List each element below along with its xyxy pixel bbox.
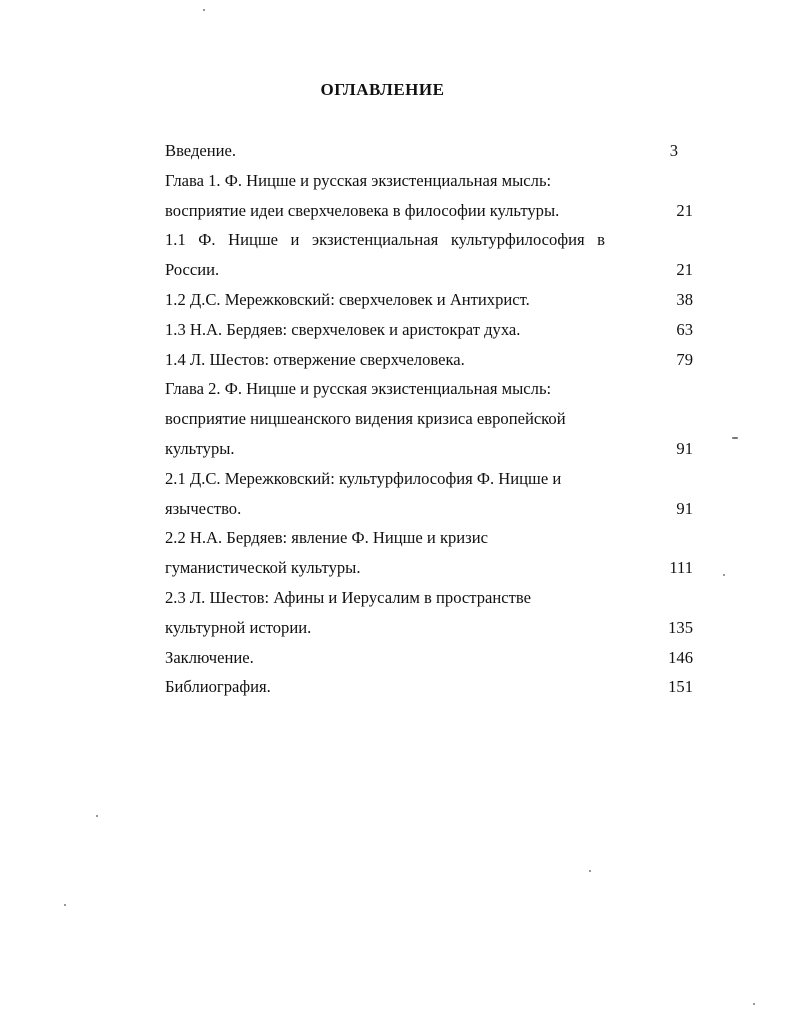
toc-entry-section-1-1 [165,225,693,255]
toc-entry-section-2-3 [165,583,693,613]
toc-entry-text: России. [165,260,220,280]
scan-speck [64,904,66,906]
scan-speck [723,574,725,576]
scan-speck [732,437,738,439]
page-title: ОГЛАВЛЕНИЕ [320,80,445,99]
toc-entry-text: восприятие ницшеанского видения кризиса европейской [165,409,566,429]
scan-speck [203,9,205,11]
toc-entry-text: 1.2 Д.С. Мережковский: сверхчеловек и Антихрист. [165,289,530,309]
toc-entry-section-1-3 [165,315,693,345]
toc-entry-chapter-1-cont [165,196,693,226]
toc-page-number: 146 [668,647,693,667]
toc-entry-text: Введение. [165,141,237,160]
toc-page-number: 3 [669,141,678,160]
toc-entry-section-1-2 [165,285,693,315]
toc-entry-text: восприятие идеи сверхчеловека в философии культуры. [165,200,560,220]
toc-entry-text: 2.3 Л. Шестов: Афины и Иерусалим в пространстве [165,587,532,607]
toc-entry-text: 1.3 Н.А. Бердяев: сверхчеловек и аристократ духа. [165,319,521,339]
scan-speck [96,815,98,817]
toc-entry-chapter-2 [165,374,693,404]
toc-entry-chapter-1 [165,166,693,196]
toc-page-number: 135 [668,617,693,637]
toc-entry-text: 1.1 Ф. Ницше и экзистенциальная культурфилософия в [165,230,605,250]
toc-entry-text: 1.4 Л. Шестов: отвержение сверхчеловека. [165,349,465,369]
toc-entry-text: Заключение. [165,647,254,667]
toc-page-number: 38 [676,289,693,309]
toc-entry-bibliography [165,672,693,702]
scan-speck [589,870,591,872]
toc-entry-chapter-2-cont [165,404,693,434]
toc-page-number: 91 [676,498,693,518]
toc-entry-section-2-1-cont [165,494,693,524]
toc-entry-text: 2.2 Н.А. Бердяев: явление Ф. Ницше и кризис [165,528,488,548]
toc-page-number: 91 [676,438,693,458]
toc-entry-introduction [165,136,693,166]
toc-page-number: 63 [676,319,693,339]
toc-entry-section-2-1 [165,464,693,494]
toc-entry-text: Глава 1. Ф. Ницше и русская экзистенциальная мысль: [165,170,552,190]
toc-page-number: 111 [669,558,693,578]
toc-entry-section-2-2-cont [165,553,693,583]
toc-page-number: 151 [668,677,693,697]
toc-page-number: 21 [676,260,693,280]
toc-entry-conclusion [165,643,693,673]
toc-entry-section-2-3-cont [165,613,693,643]
toc-entry-text: Библиография. [165,677,271,697]
toc-entry-section-2-2 [165,523,693,553]
toc-entry-text: 2.1 Д.С. Мережковский: культурфилософия Ф. Ницше и [165,468,562,488]
table-of-contents [165,136,693,702]
toc-entry-text: Глава 2. Ф. Ницше и русская экзистенциальная мысль: [165,379,552,399]
toc-entry-text: культуры. [165,438,235,458]
toc-page-number: 21 [676,200,693,220]
toc-entry-chapter-2-cont-2 [165,434,693,464]
toc-entry-section-1-1-cont [165,255,693,285]
toc-entry-text: гуманистической культуры. [165,558,361,578]
toc-page-number: 79 [676,349,693,369]
toc-entry-text: культурной истории. [165,617,312,637]
toc-entry-section-1-4 [165,345,693,375]
toc-entry-text: язычество. [165,498,242,518]
scan-speck [753,1003,755,1005]
